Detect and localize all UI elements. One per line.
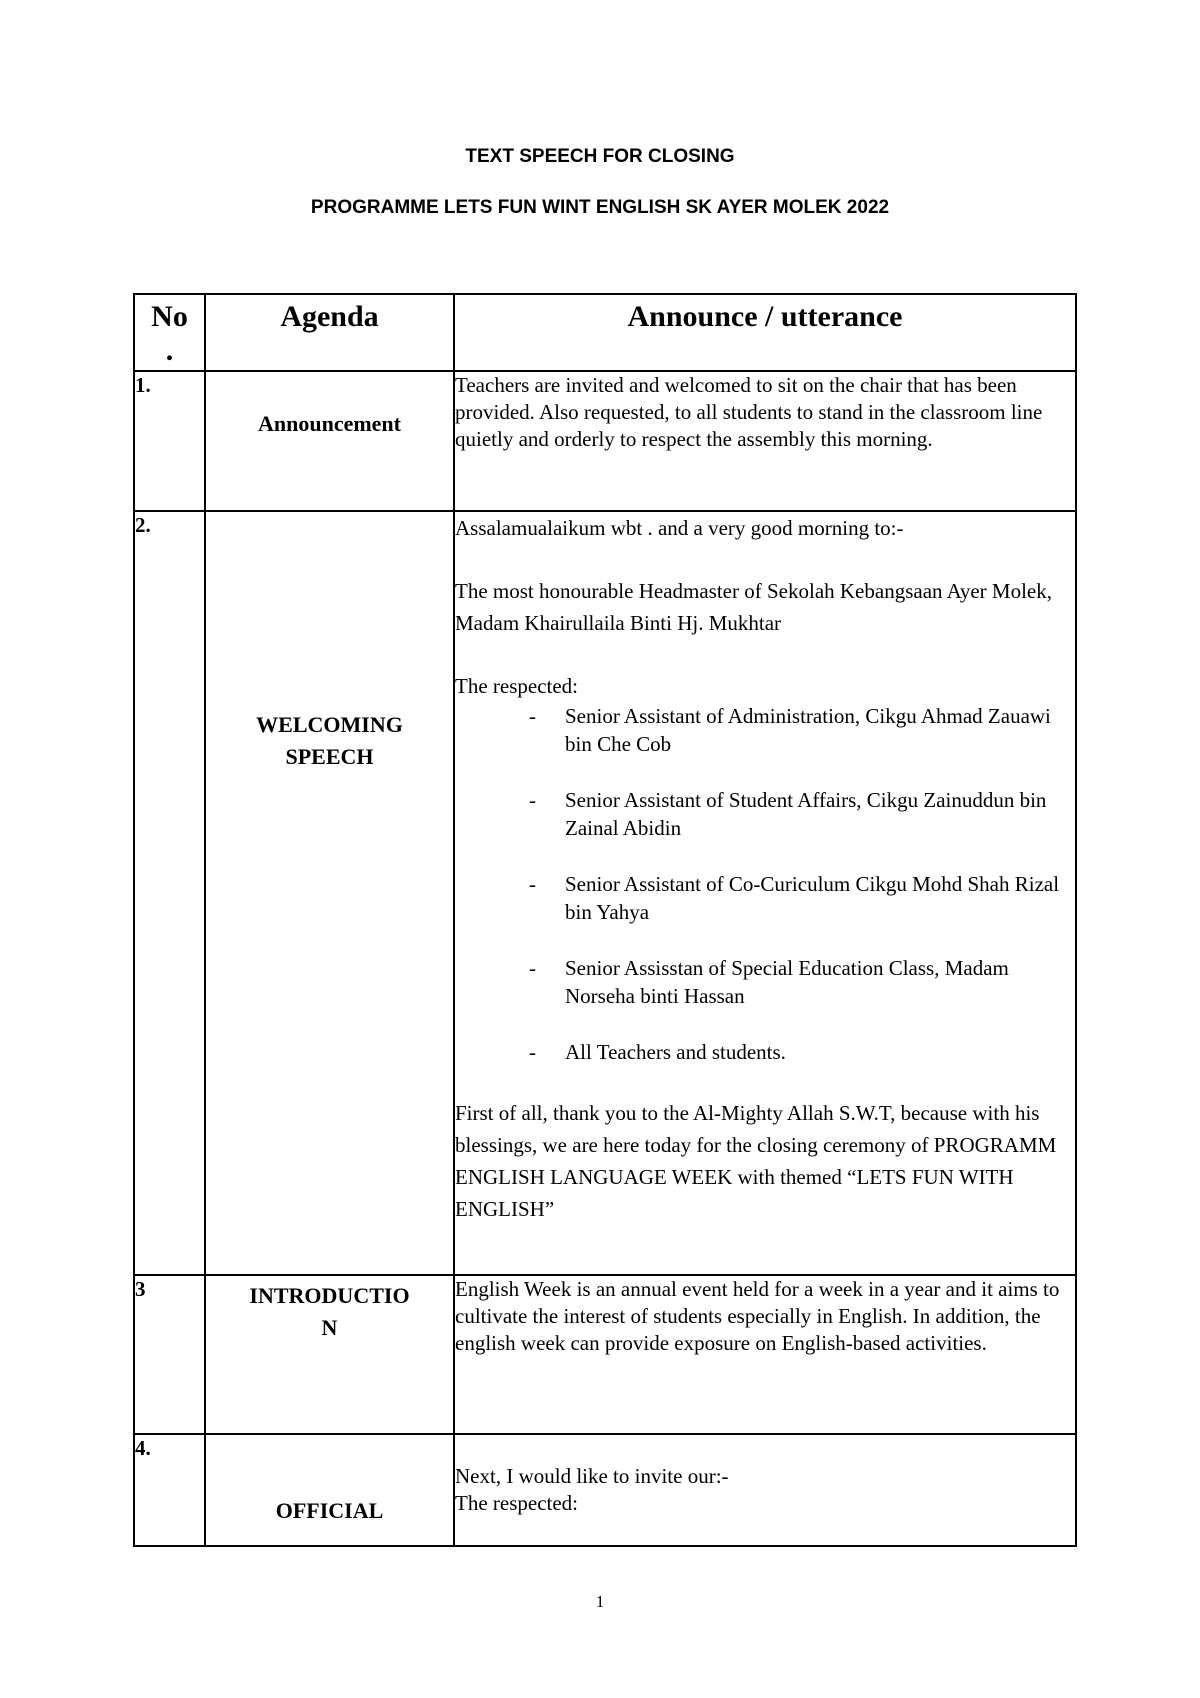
official-line1: Next, I would like to invite our:-	[455, 1464, 729, 1488]
list-item: - Senior Assisstan of Special Education Class, Madam Norseha binti Hassan	[529, 956, 1009, 1008]
header-utterance: Announce / utterance	[454, 294, 1076, 371]
header-no-line2: .	[165, 334, 174, 367]
agenda-line1: INTRODUCTIO	[249, 1283, 410, 1308]
respected-label: The respected:	[455, 674, 579, 698]
agenda-line1: WELCOMING	[256, 712, 403, 737]
table-row	[134, 1434, 1076, 1546]
document-title: TEXT SPEECH FOR CLOSING	[465, 146, 735, 167]
introduction-text: English Week is an annual event held for a week in a year and it aims to cultivate the interest of students especially in English. In addition, the english week can provide exposure on English-based activities.	[455, 1277, 1060, 1355]
official-line2: The respected:	[455, 1491, 579, 1515]
header-no-line1: No	[151, 300, 188, 333]
table-row	[134, 1275, 1076, 1434]
row-number: 3	[134, 1275, 205, 1434]
list-item: - Senior Assistant of Co-Curiculum Cikgu Mohd Shah Rizal bin Yahya	[529, 872, 1060, 924]
table-header-row	[134, 294, 1076, 371]
closing-text: First of all, thank you to the Al-Mighty Allah S.W.T, because with his blessings, we are here today for the closing ceremony of PROGRAMM ENGLISH LANGUAGE WEEK with themed “LETS FUN WITH ENGLISH”	[455, 1101, 1057, 1221]
agenda-line2: SPEECH	[285, 744, 374, 769]
list-item: - Senior Assistant of Student Affairs, Cikgu Zainuddun bin Zainal Abidin	[529, 788, 1047, 840]
list-item: - Senior Assistant of Administration, Cikgu Ahmad Zauawi bin Che Cob	[529, 704, 1051, 756]
row-agenda: Announcement	[205, 371, 454, 511]
row-agenda	[205, 1275, 454, 1434]
row-number: 1.	[134, 371, 205, 511]
header-no	[134, 294, 205, 371]
table-row	[134, 511, 1076, 1275]
announcement-text: Teachers are invited and welcomed to sit on the chair that has been provided. Also requested, to all students to stand in the classroom line quietly and orderly to respect the assembly this morning.	[455, 373, 1043, 451]
page-number: 1	[595, 1592, 605, 1611]
row-agenda: OFFICIAL	[205, 1434, 454, 1546]
table-row	[134, 371, 1076, 511]
row-number: 4.	[134, 1434, 205, 1546]
header-agenda: Agenda	[205, 294, 454, 371]
list-item: - All Teachers and students.	[529, 1040, 786, 1064]
document-subtitle: PROGRAMME LETS FUN WINT ENGLISH SK AYER MOLEK 2022	[310, 197, 890, 218]
dignitaries-list	[455, 702, 1075, 1066]
agenda-table	[133, 293, 1077, 1547]
headmaster-text: The most honourable Headmaster of Sekolah Kebangsaan Ayer Molek, Madam Khairullaila Binti Hj. Mukhtar	[455, 579, 1052, 635]
row-utterance	[454, 371, 1076, 511]
row-utterance	[454, 1434, 1076, 1546]
agenda-line2: N	[321, 1315, 338, 1340]
greeting-text: Assalamualaikum wbt . and a very good morning to:-	[455, 516, 904, 540]
row-number: 2.	[134, 511, 205, 1275]
row-utterance	[454, 511, 1076, 1275]
row-agenda	[205, 511, 454, 1275]
row-utterance	[454, 1275, 1076, 1434]
